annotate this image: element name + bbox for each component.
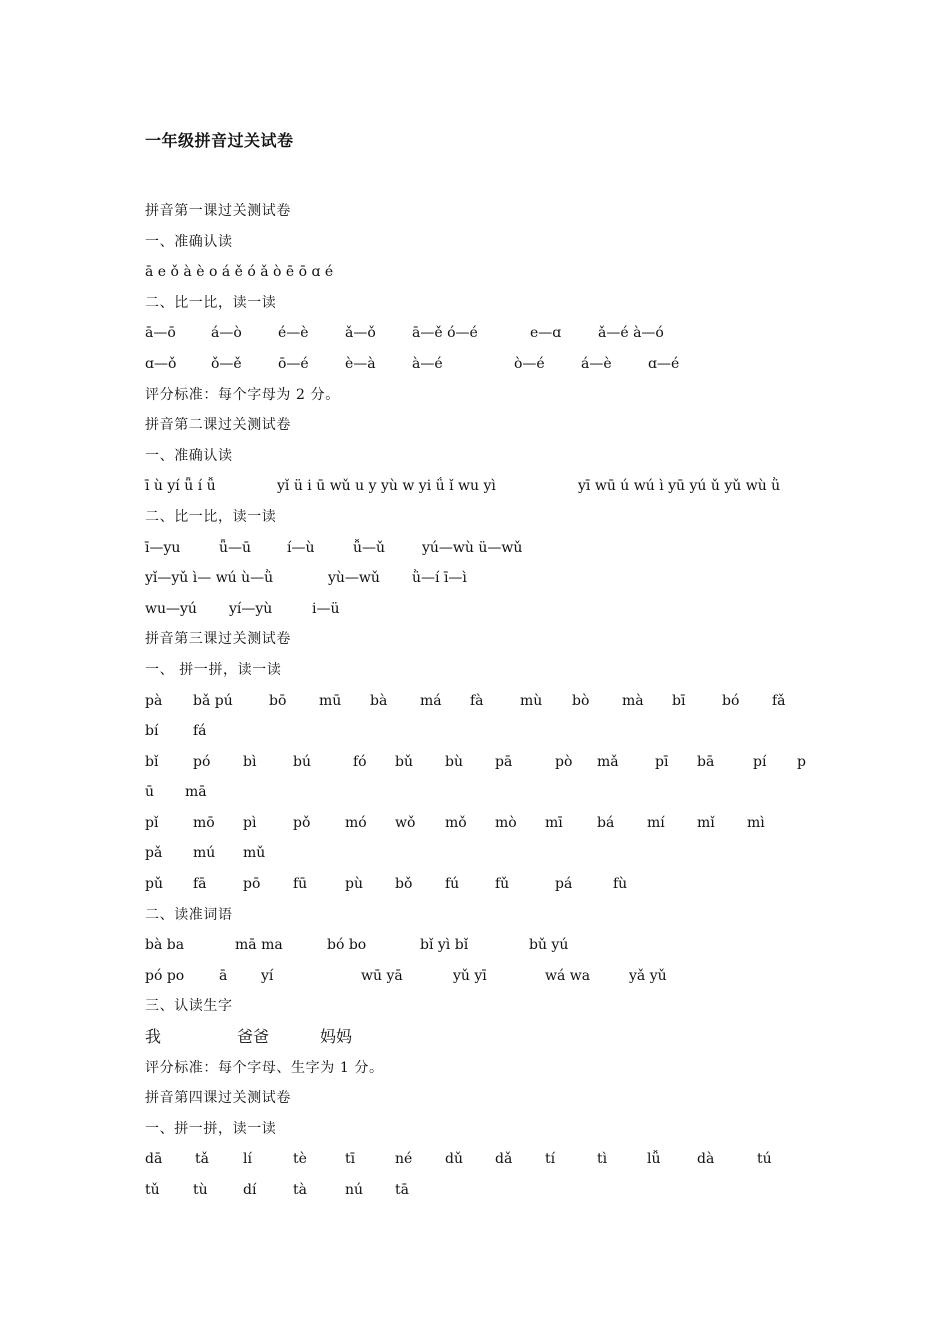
pinyin-item: bǔ yú — [529, 937, 569, 954]
pinyin-item: mǔ — [243, 845, 266, 862]
pinyin-item: yǐ ü i ū wǔ u y yù w yi ǘ ǐ wu yì — [277, 478, 496, 495]
pinyin-item: tù — [193, 1182, 208, 1198]
pinyin-item: mǐ — [697, 814, 715, 831]
pinyin-item: pǒ — [293, 814, 311, 831]
pinyin-item: dí — [243, 1182, 257, 1198]
pinyin-item: ī ù yí ǖ í ǚ — [145, 478, 216, 495]
pinyin-item: bí — [145, 723, 159, 740]
line-text: 二、读准词语 — [145, 906, 233, 923]
text-line — [145, 1083, 825, 1114]
pinyin-item: pò — [555, 753, 573, 770]
pinyin-line — [145, 686, 825, 717]
pinyin-line — [145, 747, 825, 778]
pinyin-item: pā — [495, 753, 513, 770]
pinyin-item: ō—é — [278, 355, 309, 372]
pinyin-item: yí—yù — [229, 600, 273, 617]
pinyin-item: í—ù — [287, 539, 315, 556]
pinyin-item: mū — [319, 692, 342, 709]
pinyin-item: mǒ — [445, 814, 467, 831]
text-line — [145, 900, 825, 931]
line-text: 二、比一比，读一读 — [145, 294, 277, 311]
hanzi-item: 我 — [145, 1027, 162, 1047]
pinyin-item: pù — [345, 876, 363, 893]
pinyin-line — [145, 563, 825, 594]
pinyin-item: bú — [293, 753, 311, 770]
text-line — [145, 410, 825, 441]
pinyin-item: ò—é — [514, 355, 545, 372]
pinyin-item: fā — [193, 876, 207, 893]
pinyin-item: à—é — [412, 355, 443, 372]
pinyin-item: tí — [545, 1151, 556, 1168]
pinyin-item: ǚ—ǔ — [353, 539, 386, 556]
pinyin-item: ɑ—ǒ — [145, 355, 177, 372]
pinyin-item: pí — [753, 753, 767, 770]
line-text: 二、比一比，读一读 — [145, 508, 277, 525]
pinyin-item: fū — [293, 876, 308, 893]
line-text: 拼音第二课过关测试卷 — [145, 417, 291, 434]
pinyin-item: dà — [697, 1151, 715, 1168]
pinyin-item: fǎ — [772, 692, 786, 709]
pinyin-item: mó — [345, 814, 367, 831]
pinyin-item: bǎ pú — [193, 692, 233, 709]
pinyin-item: ū — [145, 784, 155, 801]
pinyin-line — [145, 318, 825, 349]
pinyin-item: bǐ — [145, 753, 159, 770]
pinyin-item: dǎ — [495, 1151, 513, 1168]
pinyin-item: tà — [293, 1182, 307, 1198]
pinyin-item: ǖ—ū — [219, 539, 252, 556]
pinyin-item: mù — [520, 692, 543, 709]
pinyin-item: bó — [722, 692, 740, 709]
pinyin-item: pì — [243, 814, 257, 831]
text-line — [145, 502, 825, 533]
pinyin-item: ǎ—é à—ó — [598, 325, 664, 342]
pinyin-item: fá — [193, 723, 207, 740]
character-line — [145, 1022, 825, 1053]
pinyin-item: á—è — [581, 355, 612, 372]
line-text: 评分标准：每个字母为 2 分。 — [145, 386, 340, 403]
text-line — [145, 227, 825, 258]
text-line — [145, 991, 825, 1022]
line-text: 一、拼一拼，读一读 — [145, 1120, 277, 1137]
pinyin-item: dǔ — [445, 1151, 463, 1168]
pinyin-item: fú — [445, 876, 460, 893]
text-line — [145, 1114, 825, 1145]
pinyin-line — [145, 808, 825, 839]
line-text: 拼音第一课过关测试卷 — [145, 203, 291, 219]
pinyin-item: bò — [572, 692, 590, 709]
pinyin-item: fà — [470, 692, 484, 709]
pinyin-item: mō — [193, 814, 215, 831]
pinyin-item: wǒ — [395, 814, 416, 831]
pinyin-item: ǒ—ě — [211, 355, 242, 372]
pinyin-item: fǔ — [495, 876, 510, 893]
pinyin-item: bā — [697, 753, 715, 770]
pinyin-item: tú — [757, 1151, 772, 1168]
pinyin-item: ā e ǒ à è o á ě ó ǎ ò ē ō ɑ é — [145, 264, 334, 281]
exam-body — [145, 196, 825, 1206]
pinyin-line — [145, 869, 825, 900]
pinyin-item: bà — [370, 692, 388, 709]
pinyin-item: ā—ō — [145, 325, 176, 342]
pinyin-item: wu—yú — [145, 600, 197, 617]
pinyin-item: tā — [395, 1182, 409, 1198]
document-title: 一年级拼音过关试卷 — [145, 131, 294, 150]
pinyin-item: mā — [185, 784, 207, 801]
pinyin-line — [145, 1175, 825, 1206]
pinyin-line — [145, 257, 825, 288]
pinyin-item: ɑ—é — [648, 355, 680, 372]
pinyin-item: p — [797, 753, 806, 770]
pinyin-item: é—è — [278, 325, 309, 342]
pinyin-item: lǚ — [647, 1151, 661, 1168]
pinyin-item: mà — [622, 692, 644, 709]
pinyin-item: bó bo — [327, 937, 367, 954]
pinyin-item: bù — [445, 753, 463, 770]
line-text: 三、认读生字 — [145, 998, 233, 1015]
text-line — [145, 441, 825, 472]
pinyin-item: lí — [243, 1151, 252, 1168]
pinyin-item: mú — [193, 845, 216, 862]
pinyin-item: mí — [647, 814, 665, 831]
pinyin-item: wū yā — [361, 967, 403, 984]
pinyin-item: ǜ—í ī—ì — [412, 570, 467, 587]
pinyin-item: né — [395, 1151, 413, 1168]
pinyin-item: dā — [145, 1151, 163, 1168]
pinyin-item: bá — [597, 814, 615, 831]
pinyin-item: má — [420, 692, 442, 709]
pinyin-line — [145, 930, 825, 961]
line-text: 拼音第三课过关测试卷 — [145, 631, 291, 648]
pinyin-item: yǐ—yǔ ì— wú ù—ǜ — [145, 570, 274, 587]
pinyin-line — [145, 838, 825, 869]
pinyin-item: pó — [193, 753, 211, 770]
pinyin-item: yí — [261, 967, 274, 984]
pinyin-item: pǐ — [145, 814, 159, 831]
pinyin-item: bì — [243, 753, 257, 770]
pinyin-item: tè — [293, 1151, 307, 1168]
pinyin-item: bǒ — [395, 876, 413, 893]
text-line — [145, 655, 825, 686]
pinyin-item: bī — [672, 692, 686, 709]
pinyin-item: yú—wù ü—wǔ — [422, 539, 523, 556]
pinyin-item: bǐ yì bǐ — [420, 937, 469, 954]
pinyin-item: pá — [555, 876, 573, 893]
pinyin-item: pó po — [145, 967, 185, 984]
text-line — [145, 196, 825, 227]
pinyin-item: mò — [495, 814, 517, 831]
text-line — [145, 288, 825, 319]
pinyin-item: e—ɑ — [530, 325, 562, 342]
pinyin-item: tǎ — [195, 1151, 209, 1168]
pinyin-item: pō — [243, 876, 261, 893]
pinyin-item: yǔ yī — [453, 967, 487, 984]
pinyin-item: ā — [219, 967, 228, 984]
pinyin-item: ī—yu — [145, 539, 181, 556]
line-text: 拼音第四课过关测试卷 — [145, 1090, 291, 1107]
pinyin-item: yǎ yǔ — [629, 967, 667, 984]
text-line — [145, 1053, 825, 1084]
pinyin-item: fó — [353, 753, 367, 770]
hanzi-item: 妈妈 — [320, 1027, 353, 1047]
pinyin-item: bà ba — [145, 937, 185, 954]
line-text: 评分标准：每个字母、生字为 1 分。 — [145, 1059, 384, 1076]
pinyin-item: pǔ — [145, 876, 163, 893]
pinyin-item: tì — [597, 1151, 608, 1168]
pinyin-item: á—ò — [211, 325, 242, 342]
pinyin-item: pà — [145, 692, 163, 709]
line-text: 一、准确认读 — [145, 233, 233, 250]
pinyin-line — [145, 716, 825, 747]
text-line — [145, 624, 825, 655]
line-text: 一、 拼一拼，读一读 — [145, 661, 282, 678]
pinyin-item: i—ü — [312, 600, 340, 617]
pinyin-item: mì — [747, 814, 765, 831]
pinyin-item: pī — [655, 753, 669, 770]
pinyin-item: è—à — [345, 355, 376, 372]
pinyin-item: fù — [613, 876, 628, 893]
pinyin-item: mā ma — [235, 937, 283, 954]
pinyin-item: nú — [345, 1182, 364, 1198]
pinyin-item: wá wa — [545, 967, 591, 984]
hanzi-item: 爸爸 — [237, 1027, 270, 1047]
pinyin-item: mī — [545, 814, 563, 831]
pinyin-item: ǎ—ǒ — [345, 325, 376, 342]
pinyin-line — [145, 349, 825, 380]
pinyin-line — [145, 1144, 825, 1175]
pinyin-item: tī — [345, 1151, 356, 1168]
pinyin-line — [145, 594, 825, 625]
pinyin-item: yī wū ú wú ì yū yú ǔ yǔ wù ǜ — [578, 478, 781, 495]
pinyin-line — [145, 533, 825, 564]
pinyin-item: yù—wǔ — [328, 570, 380, 587]
pinyin-line — [145, 961, 825, 992]
pinyin-item: tǔ — [145, 1182, 160, 1198]
pinyin-item: bǔ — [395, 753, 413, 770]
pinyin-item: ā—ě ó—é — [412, 325, 478, 342]
text-line — [145, 380, 825, 411]
pinyin-line — [145, 471, 825, 502]
pinyin-item: bō — [269, 692, 287, 709]
pinyin-item: pǎ — [145, 845, 163, 862]
pinyin-item: mǎ — [597, 753, 619, 770]
line-text: 一、准确认读 — [145, 447, 233, 464]
pinyin-line — [145, 777, 825, 808]
